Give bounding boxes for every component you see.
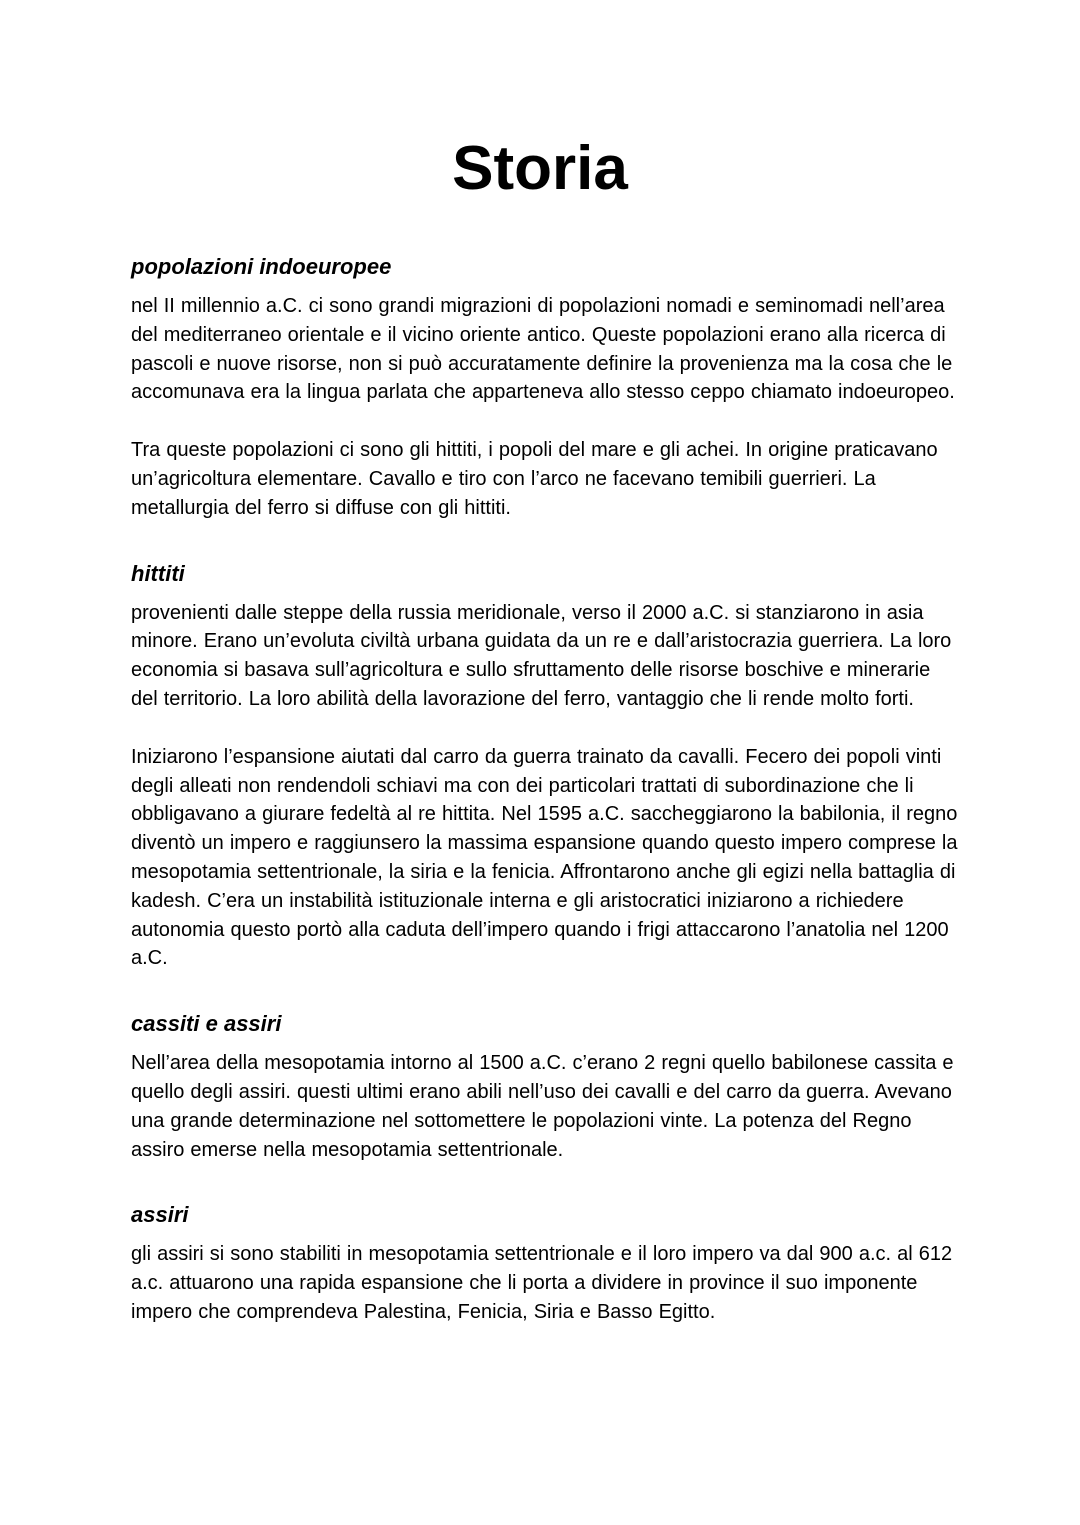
section-heading: assiri	[131, 1202, 189, 1228]
paragraph: Nell’area della mesopotamia intorno al 1500 a.C. c’erano 2 regni quello babilonese cassita e quello degli assiri. questi ultimi erano abili nell’uso dei cavalli e del carro da guerra. Avevano una grande determinazione nel sottomettere le popolazioni vinte. La potenza del Regno assiro emerse nella mesopotamia settentrionale.	[131, 1052, 954, 1161]
section-assiri	[131, 1200, 961, 1326]
page-title: Storia	[452, 134, 628, 203]
paragraph: Iniziarono l’espansione aiutati dal carro da guerra trainato da cavalli. Fecero dei popoli vinti degli alleati non rendendoli schiavi ma con dei particolari trattati di subordinazione che li obbligavano a giurare fedeltà al re hittita. Nel 1595 a.C. saccheggiarono la babilonia, il regno diventò un impero e raggiunsero la massima espansione quando questo impero comprese la mesopotamia settentrionale, la siria e la fenicia. Affrontarono anche gli egizi nella battaglia di kadesh. C’era un instabilità istituzionale interna e gli aristocratici iniziarono a richiedere autonomia questo portò alla caduta dell’impero quando i frigi attaccarono l’anatolia nel 1200 a.C.	[131, 745, 958, 970]
paragraph: gli assiri si sono stabiliti in mesopotamia settentrionale e il loro impero va dal 900 a.c. al 612 a.c. attuarono una rapida espansione che li porta a dividere in province il suo imponente impero che comprendeva Palestina, Fenicia, Siria e Basso Egitto.	[131, 1243, 953, 1323]
paragraph: nel II millennio a.C. ci sono grandi migrazioni di popolazioni nomadi e seminomadi nell’area del mediterraneo orientale e il vicino oriente antico. Queste popolazioni erano alla ricerca di pascoli e nuove risorse, non si può accuratamente definire la provenienza ma la cosa che le accomunava era la lingua parlata che apparteneva allo stesso ceppo chiamato indoeuropeo.	[131, 295, 955, 404]
paragraph: Tra queste popolazioni ci sono gli hittiti, i popoli del mare e gli achei. In origine praticavano un’agricoltura elementare. Cavallo e tiro con l’arco ne facevano temibili guerrieri. La metallurgia del ferro si diffuse con gli hittiti.	[131, 439, 938, 519]
section-popolazioni-indoeuropee	[131, 252, 961, 523]
section-cassiti-e-assiri	[131, 1009, 961, 1164]
section-heading: hittiti	[131, 560, 185, 586]
paragraph: provenienti dalle steppe della russia meridionale, verso il 2000 a.C. si stanziarono in asia minore. Erano un’evoluta civiltà urbana guidata da un re e dall’aristocrazia guerriera. La loro economia si basava sull’agricoltura e sullo sfruttamento delle risorse boschive e minerarie del territorio. La loro abilità della lavorazione del ferro, vantaggio che li rende molto forti.	[131, 601, 952, 710]
section-hittiti	[131, 559, 961, 974]
section-heading: cassiti e assiri	[131, 1011, 282, 1037]
section-heading: popolazioni indoeuropee	[131, 254, 392, 279]
document-body	[131, 252, 961, 1327]
